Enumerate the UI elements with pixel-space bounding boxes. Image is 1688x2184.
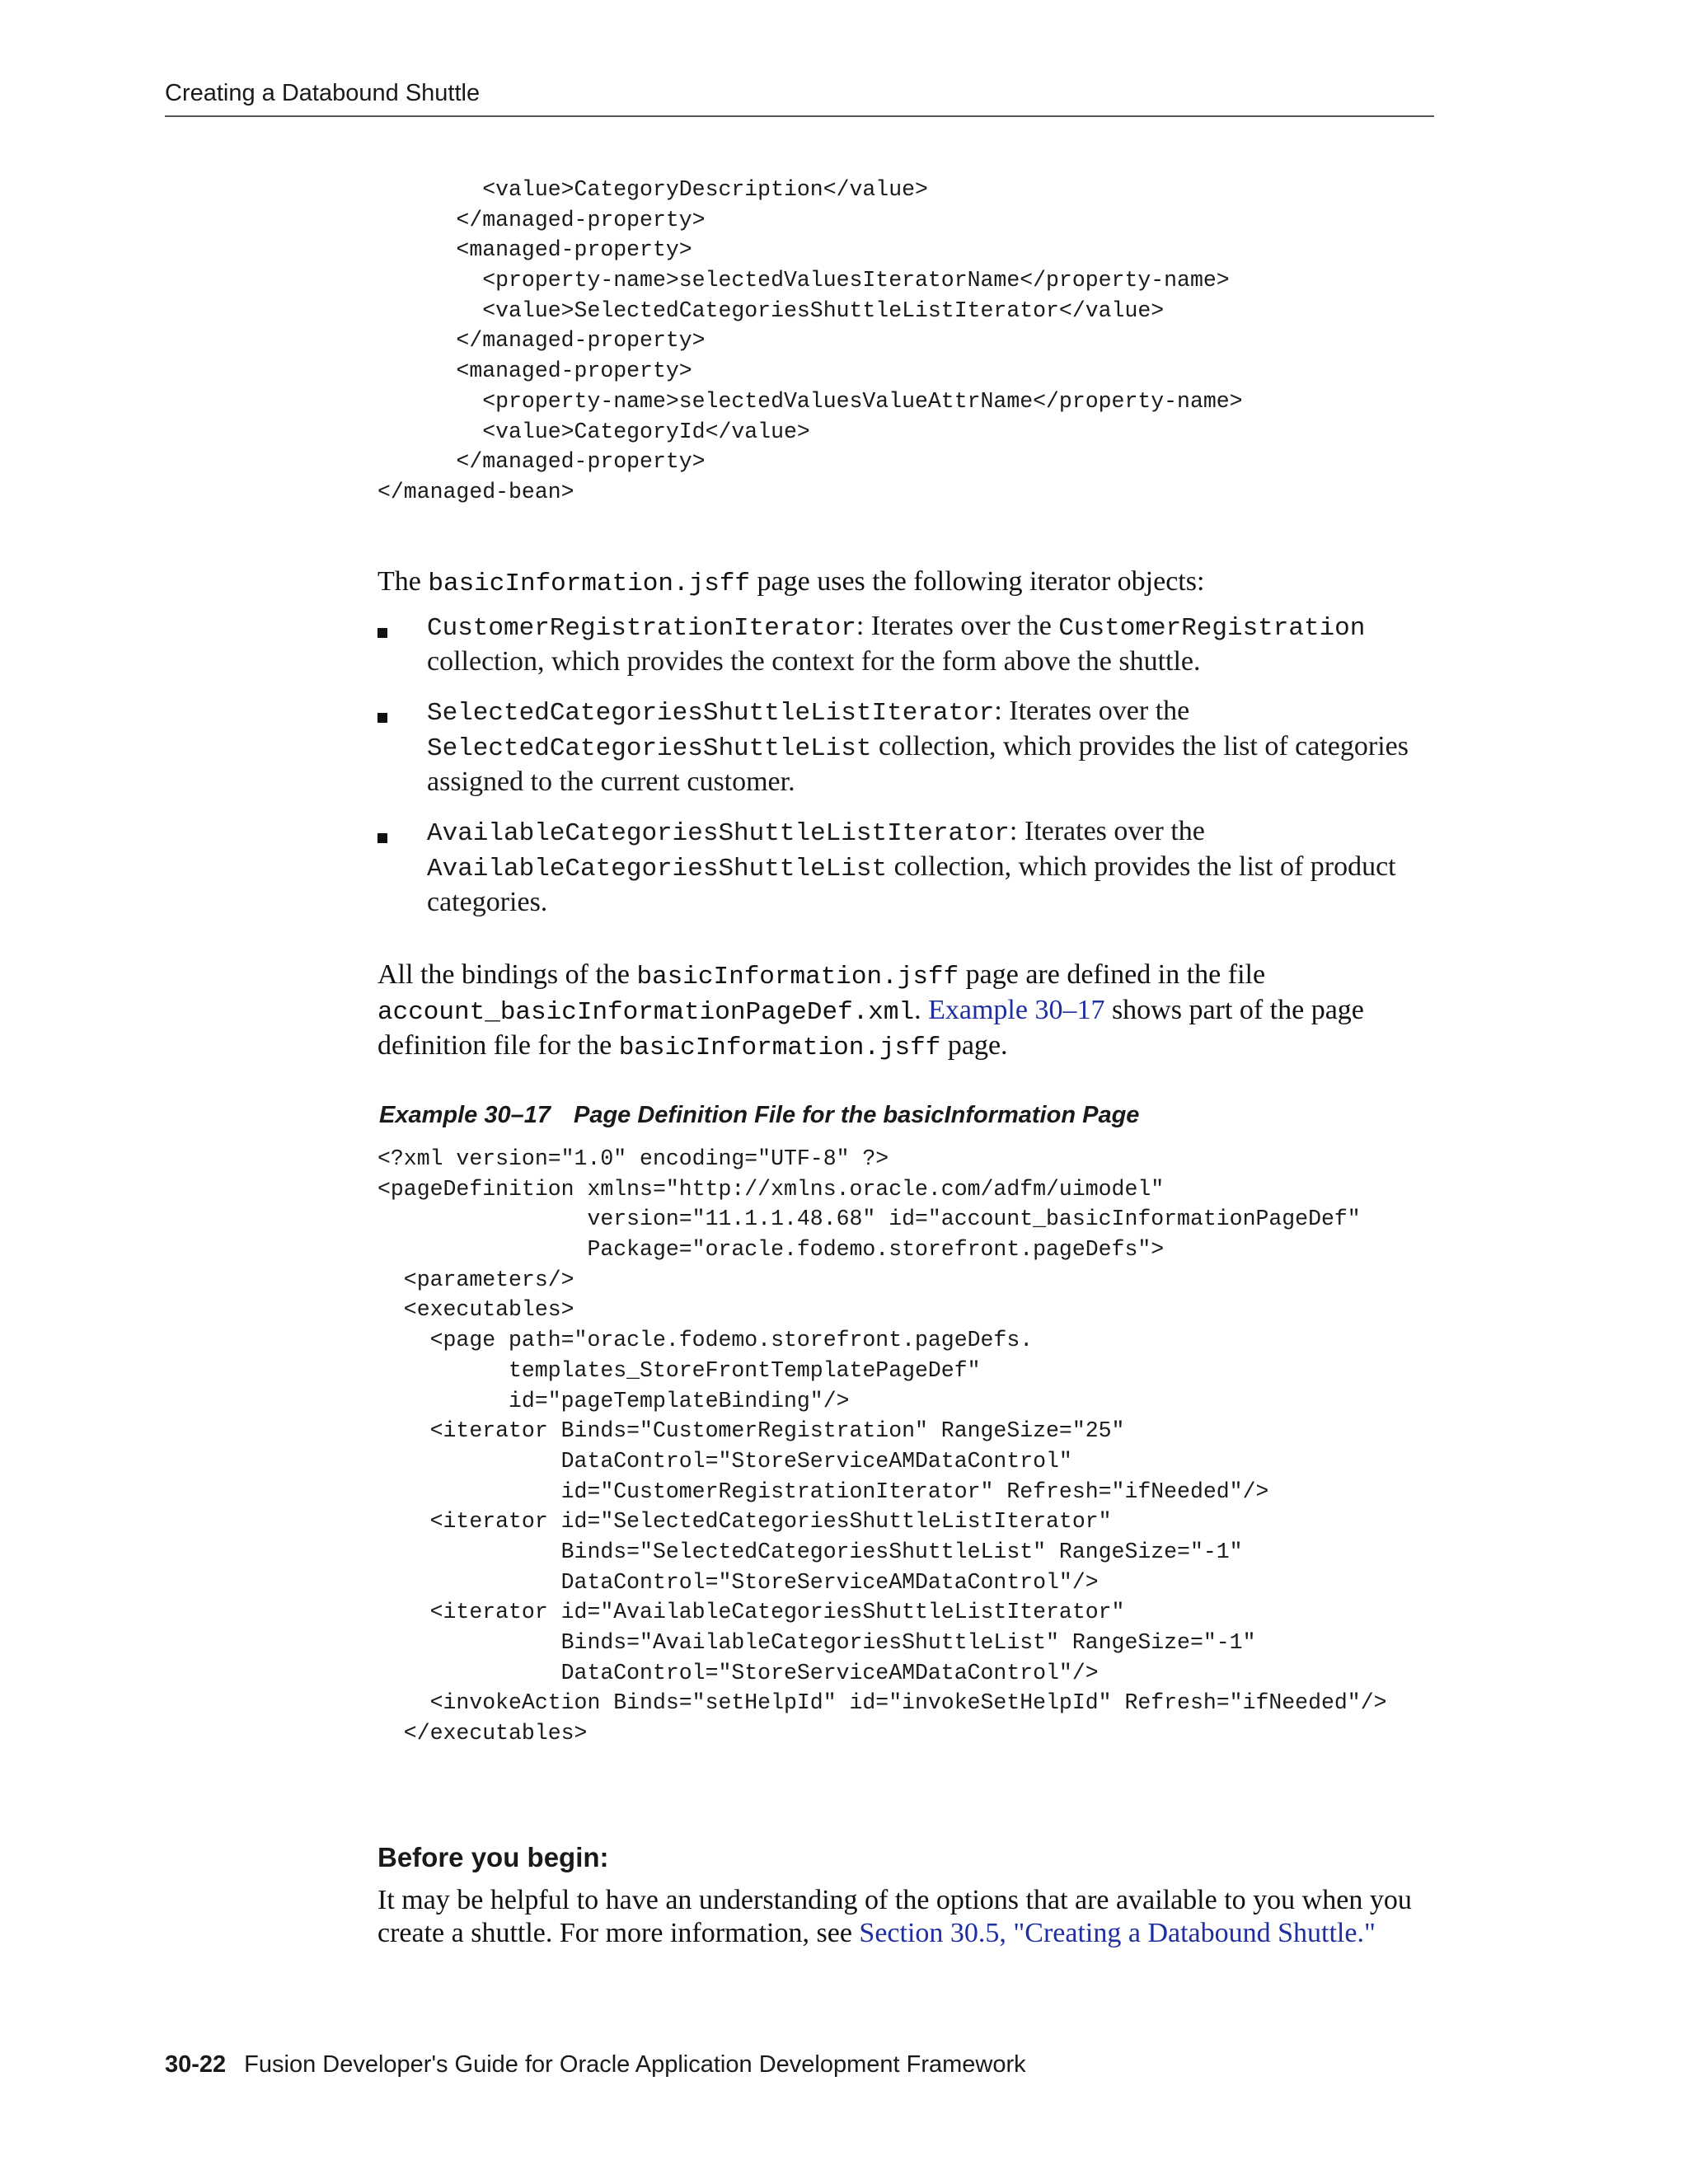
- code-line: <iterator id="AvailableCategoriesShuttleListIterator": [377, 1600, 1125, 1625]
- code-line: </managed-bean>: [377, 479, 574, 504]
- code-block-managed-bean: [377, 175, 1243, 508]
- code-line: <managed-property>: [377, 359, 692, 384]
- code-line: <pageDefinition xmlns="http://xmlns.oracle.com/adfm/uimodel": [377, 1176, 1165, 1202]
- code-line: <value>CategoryDescription</value>: [377, 177, 928, 202]
- code-line: </managed-property>: [377, 207, 706, 232]
- code-line: <parameters/>: [377, 1267, 574, 1292]
- page-footer: [165, 2051, 1026, 2079]
- code-line: <property-name>selectedValuesIteratorName</property-name>: [377, 268, 1230, 293]
- code-line: </managed-property>: [377, 449, 706, 475]
- page-number: 30-22: [165, 2051, 227, 2078]
- before-you-begin-heading: Before you begin:: [377, 1842, 609, 1872]
- code-line: version="11.1.1.48.68" id="account_basicInformationPageDef": [377, 1207, 1361, 1232]
- intro-paragraph: The basicInformation.jsff page uses the following iterator objects:: [377, 566, 1205, 598]
- list-item: CustomerRegistrationIterator: Iterates over the CustomerRegistration collection, which provides the context for the form above the shuttle.: [377, 610, 1449, 678]
- code-line: DataControl="StoreServiceAMDataControl": [377, 1448, 1072, 1474]
- example-title: Page Definition File for the basicInformation Page: [573, 1102, 1140, 1128]
- code-line: DataControl="StoreServiceAMDataControl"/>: [377, 1569, 1099, 1595]
- list-item: AvailableCategoriesShuttleListIterator: Iterates over the AvailableCategoriesShuttleList collection, which provides the list of product categories.: [377, 815, 1449, 919]
- code-line: <property-name>selectedValuesValueAttrName</property-name>: [377, 388, 1243, 414]
- section-link[interactable]: Section 30.5, "Creating a Databound Shuttle.": [859, 1918, 1376, 1948]
- bullet-square-icon: [377, 713, 387, 723]
- running-header-title: Creating a Databound Shuttle: [165, 80, 481, 106]
- bullet-square-icon: [377, 628, 387, 638]
- code-line: <managed-property>: [377, 237, 692, 263]
- code-line: <iterator id="SelectedCategoriesShuttleListIterator": [377, 1509, 1112, 1535]
- example-label: Example 30–17: [379, 1102, 551, 1128]
- book-title: Fusion Developer's Guide for Oracle Application Development Framework: [244, 2051, 1026, 2078]
- code-line: </executables>: [377, 1721, 588, 1746]
- list-item: SelectedCategoriesShuttleListIterator: Iterates over the SelectedCategoriesShuttleList collection, which provides the list of categories assigned to the current customer.: [377, 695, 1449, 799]
- before-you-begin-paragraph: It may be helpful to have an understanding of the options that are available to you when you create a shuttle. For more information, see Section 30.5, "Creating a Databound Shuttle.": [377, 1885, 1412, 1948]
- code-line: <value>SelectedCategoriesShuttleListIterator</value>: [377, 298, 1165, 323]
- code-line: <page path="oracle.fodemo.storefront.pageDefs.: [377, 1328, 1034, 1353]
- code-line: id="CustomerRegistrationIterator" Refresh="ifNeeded"/>: [377, 1479, 1269, 1504]
- iterator-list: [377, 610, 1449, 935]
- example-caption: [379, 1102, 1139, 1129]
- bullet-square-icon: [377, 833, 387, 843]
- code-line: <invokeAction Binds="setHelpId" id="invokeSetHelpId" Refresh="ifNeeded"/>: [377, 1690, 1387, 1716]
- code-line: DataControl="StoreServiceAMDataControl"/>: [377, 1660, 1099, 1685]
- code-line: Binds="AvailableCategoriesShuttleList" RangeSize="-1": [377, 1630, 1256, 1655]
- code-block-page-definition: [377, 1144, 1387, 1749]
- example-link[interactable]: Example 30–17: [928, 995, 1105, 1025]
- code-line: Binds="SelectedCategoriesShuttleList" RangeSize="-1": [377, 1539, 1243, 1564]
- code-line: <iterator Binds="CustomerRegistration" RangeSize="25": [377, 1418, 1125, 1444]
- code-line: <?xml version="1.0" encoding="UTF-8" ?>: [377, 1146, 889, 1171]
- code-line: <executables>: [377, 1297, 574, 1323]
- inline-code: basicInformation.jsff: [428, 569, 751, 598]
- code-line: id="pageTemplateBinding"/>: [377, 1388, 850, 1413]
- code-line: <value>CategoryId</value>: [377, 419, 810, 444]
- page-header: [165, 73, 1434, 117]
- bindings-paragraph: All the bindings of the basicInformation.jsff page are defined in the file account_basicInformationPageDef.xml. Example 30–17 shows part of the page definition file for the basicInformation.jsff page.: [377, 959, 1364, 1062]
- code-line: Package="oracle.fodemo.storefront.pageDefs">: [377, 1237, 1165, 1263]
- code-line: templates_StoreFrontTemplatePageDef": [377, 1357, 981, 1383]
- code-line: </managed-property>: [377, 328, 706, 354]
